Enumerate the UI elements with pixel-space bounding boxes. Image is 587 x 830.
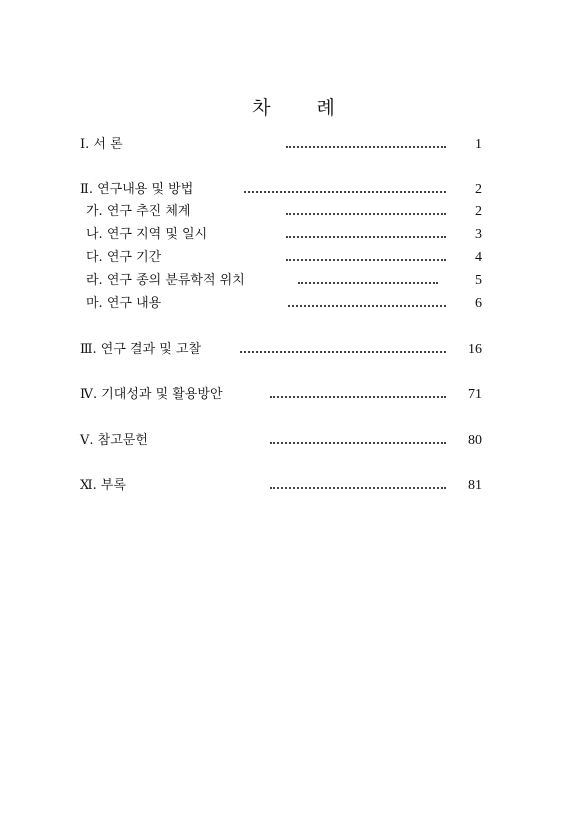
toc-entry-methods-e[interactable] <box>0 294 587 314</box>
toc-entry-methods-b[interactable] <box>0 225 587 245</box>
toc-entry-appendix[interactable] <box>0 476 587 496</box>
toc-entry-methods-a[interactable] <box>0 202 587 222</box>
toc-page-number: 5 <box>475 273 482 288</box>
toc-page-number: 4 <box>475 250 482 265</box>
toc-page-number: 3 <box>475 227 482 242</box>
toc-entry-label: Ⅲ. 연구 결과 및 고찰 <box>80 342 202 357</box>
toc-leader-dots <box>298 271 438 291</box>
toc-leader-dots <box>270 476 446 496</box>
toc-page-number: 1 <box>475 137 482 152</box>
toc-entry-methods-d[interactable] <box>0 271 587 291</box>
toc-entry-methods[interactable] <box>0 180 587 200</box>
toc-page-number: 71 <box>468 387 482 402</box>
toc-page-number: 6 <box>475 296 482 311</box>
toc-entry-methods-c[interactable] <box>0 248 587 268</box>
toc-leader-dots <box>270 385 446 405</box>
toc-entry-outcomes[interactable] <box>0 385 587 405</box>
toc-entry-label: 라. 연구 종의 분류학적 위치 <box>86 273 245 288</box>
toc-entry-label: Ⅱ. 연구내용 및 방법 <box>80 182 194 197</box>
toc-entry-label: 나. 연구 지역 및 일시 <box>86 227 208 242</box>
toc-entry-label: 가. 연구 추진 체계 <box>86 204 191 219</box>
toc-leader-dots <box>286 248 446 268</box>
toc-entry-label: Ⅺ. 부록 <box>80 478 126 493</box>
toc-page-number: 16 <box>468 342 482 357</box>
toc-leader-dots <box>286 225 446 245</box>
toc-entry-label: 다. 연구 기간 <box>86 250 162 265</box>
toc-leader-dots <box>270 431 446 451</box>
toc-entry-introduction[interactable] <box>0 135 587 155</box>
toc-entry-references[interactable] <box>0 431 587 451</box>
toc-entry-label: Ⅰ. 서 론 <box>80 137 123 152</box>
toc-title: 차 례 <box>252 97 355 119</box>
toc-entry-label: Ⅴ. 참고문헌 <box>80 433 148 448</box>
toc-leader-dots <box>240 340 446 360</box>
toc-entry-label: Ⅳ. 기대성과 및 활용방안 <box>80 387 223 402</box>
toc-leader-dots <box>244 180 446 200</box>
toc-page-number: 81 <box>468 478 482 493</box>
toc-page-number: 2 <box>475 204 482 219</box>
toc-leader-dots <box>286 202 446 222</box>
toc-page-number: 2 <box>475 182 482 197</box>
toc-leader-dots <box>286 135 446 155</box>
toc-leader-dots <box>288 294 446 314</box>
toc-entry-label: 마. 연구 내용 <box>86 296 162 311</box>
toc-page-number: 80 <box>468 433 482 448</box>
toc-entry-results[interactable] <box>0 340 587 360</box>
